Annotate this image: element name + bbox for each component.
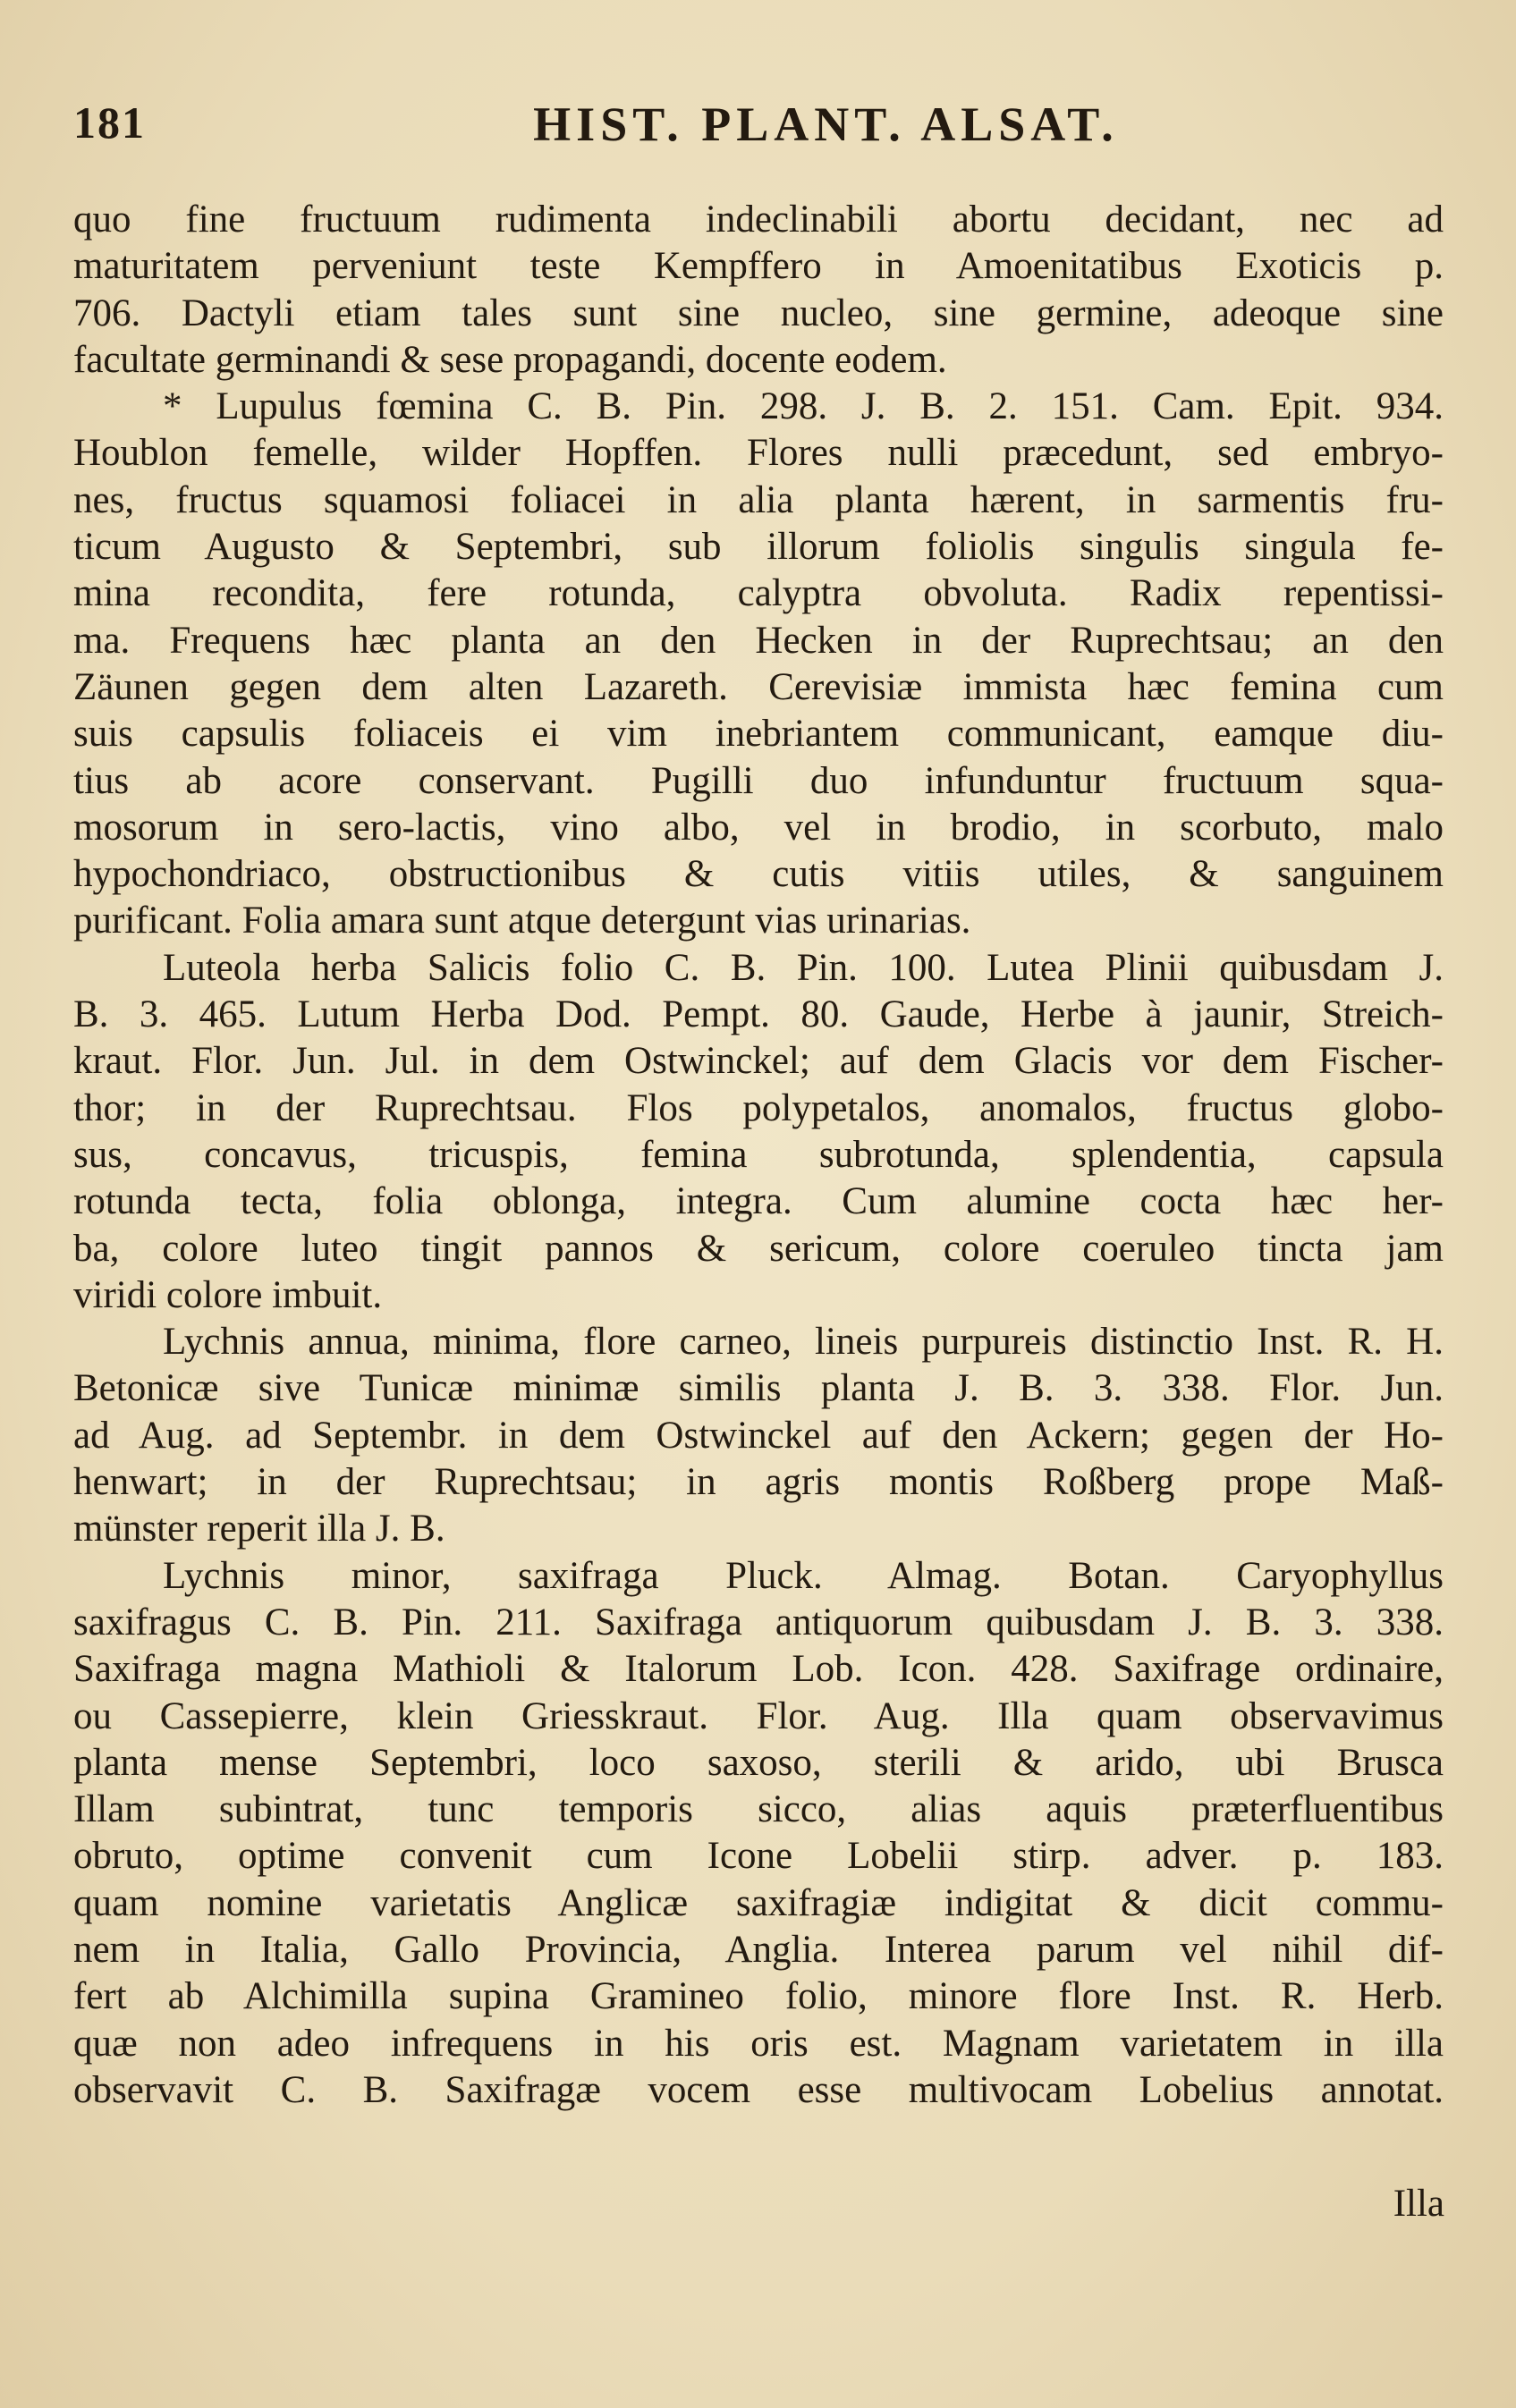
text-line: Luteola herba Salicis folio C. B. Pin. 100. Lutea Plinii quibusdam J. — [163, 946, 1444, 989]
text-line: thor; in der Ruprechtsau. Flos polypetalos, anomalos, fructus globo- — [73, 1086, 1444, 1129]
page-number: 181 — [73, 97, 146, 148]
text-line: quo fine fructuum rudimenta indeclinabili abortu decidant, nec ad — [73, 199, 1444, 241]
text-line: Saxifraga magna Mathioli & Italorum Lob. Icon. 428. Saxifrage ordinaire, — [73, 1648, 1444, 1691]
page-header — [73, 97, 1444, 168]
text-line: münster reperit illa J. B. — [73, 1508, 445, 1550]
text-line: fert ab Alchimilla supina Gramineo folio, minore flore Inst. R. Herb. — [73, 1975, 1444, 2018]
text-line: ticum Augusto & Septembri, sub illorum foliolis singulis singula fe- — [73, 526, 1444, 569]
body-text — [73, 197, 1444, 2114]
catchword: Illa — [1393, 2183, 1444, 2225]
text-line: nem in Italia, Gallo Provincia, Anglia. Interea parum vel nihil dif- — [73, 1928, 1444, 1971]
text-line: quæ non adeo infrequens in his oris est. Magnam varietatem in illa — [73, 2022, 1444, 2065]
text-line: observavit C. B. Saxifragæ vocem esse multivocam Lobelius annotat. — [73, 2068, 1444, 2111]
text-line: henwart; in der Ruprechtsau; in agris montis Roßberg prope Maß- — [73, 1461, 1444, 1504]
text-line: * Lupulus fœmina C. B. Pin. 298. J. B. 2. 151. Cam. Epit. 934. — [163, 385, 1444, 428]
text-line: purificant. Folia amara sunt atque detergunt vias urinarias. — [73, 900, 971, 942]
text-line: Illam subintrat, tunc temporis sicco, alias aquis præterfluentibus — [73, 1788, 1444, 1831]
text-line: viridi colore imbuit. — [73, 1273, 383, 1316]
text-line: obruto, optime convenit cum Icone Lobelii stirp. adver. p. 183. — [73, 1835, 1444, 1878]
text-line: maturitatem perveniunt teste Kempffero in Amoenitatibus Exoticis p. — [73, 245, 1444, 288]
text-line: hypochondriaco, obstructionibus & cutis vitiis utiles, & sanguinem — [73, 853, 1444, 896]
text-line: Zäunen gegen dem alten Lazareth. Cerevisiæ immista hæc femina cum — [73, 665, 1444, 708]
text-line: B. 3. 465. Lutum Herba Dod. Pempt. 80. Gaude, Herbe à jaunir, Streich- — [73, 993, 1444, 1036]
text-line: ba, colore luteo tingit pannos & sericum, colore coeruleo tincta jam — [73, 1227, 1444, 1270]
text-line: kraut. Flor. Jun. Jul. in dem Ostwinckel; auf dem Glacis vor dem Fischer- — [73, 1040, 1444, 1083]
text-line: mosorum in sero-lactis, vino albo, vel in brodio, in scorbuto, malo — [73, 806, 1444, 849]
text-line: Houblon femelle, wilder Hopffen. Flores nulli præcedunt, sed embryo- — [73, 432, 1444, 475]
text-line: mina recondita, fere rotunda, calyptra obvoluta. Radix repentissi- — [73, 572, 1444, 615]
text-line: facultate germinandi & sese propagandi, docente eodem. — [73, 338, 947, 381]
text-line: planta mense Septembri, loco saxoso, sterili & arido, ubi Brusca — [73, 1741, 1444, 1784]
text-line: ma. Frequens hæc planta an den Hecken in der Ruprechtsau; an den — [73, 619, 1444, 662]
text-line: Betonicæ sive Tunicæ minimæ similis planta J. B. 3. 338. Flor. Jun. — [73, 1367, 1444, 1410]
text-line: ad Aug. ad Septembr. in dem Ostwinckel auf den Ackern; gegen der Ho- — [73, 1414, 1444, 1457]
text-line: ou Cassepierre, klein Griesskraut. Flor. Aug. Illa quam observavimus — [73, 1694, 1444, 1737]
running-head: HIST. PLANT. ALSAT. — [533, 97, 1119, 151]
text-line: sus, concavus, tricuspis, femina subrotunda, splendentia, capsula — [73, 1133, 1444, 1176]
text-line: tius ab acore conservant. Pugilli duo infunduntur fructuum squa- — [73, 759, 1444, 802]
text-line: suis capsulis foliaceis ei vim inebriantem communicant, eamque diu- — [73, 713, 1444, 756]
text-line: Lychnis minor, saxifraga Pluck. Almag. Botan. Caryophyllus — [163, 1554, 1444, 1597]
text-line: 706. Dactyli etiam tales sunt sine nucleo, sine germine, adeoque sine — [73, 291, 1444, 334]
text-line: quam nomine varietatis Anglicæ saxifragiæ indigitat & dicit commu- — [73, 1881, 1444, 1924]
text-line: saxifragus C. B. Pin. 211. Saxifraga antiquorum quibusdam J. B. 3. 338. — [73, 1601, 1444, 1643]
text-line: rotunda tecta, folia oblonga, integra. Cum alumine cocta hæc her- — [73, 1180, 1444, 1223]
text-line: Lychnis annua, minima, flore carneo, lineis purpureis distinctio Inst. R. H. — [163, 1321, 1444, 1364]
text-line: nes, fructus squamosi foliacei in alia planta hærent, in sarmentis fru- — [73, 478, 1444, 521]
